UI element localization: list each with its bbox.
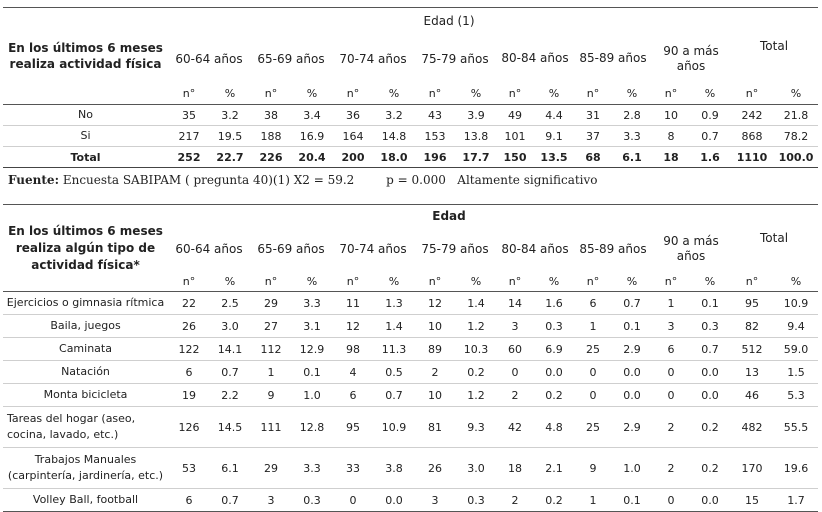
cell-percent: 1.3 [374, 292, 414, 315]
cell-percent: 19.5 [210, 126, 250, 147]
cell-count: 3 [250, 489, 292, 512]
source-note [8, 173, 598, 187]
table-row [3, 105, 818, 126]
cell-percent: 13.5 [534, 147, 574, 168]
table-row [3, 315, 818, 338]
col-percent-header: % [210, 84, 250, 105]
cell-count: 153 [414, 126, 456, 147]
col-count-header: n° [574, 272, 612, 292]
cell-count: 13 [730, 361, 774, 384]
cell-percent: 0.1 [612, 489, 652, 512]
cell-count: 26 [168, 315, 210, 338]
cell-percent: 19.6 [774, 448, 818, 489]
cell-count: 33 [332, 448, 374, 489]
age-group-title: Edad (1) [168, 8, 730, 34]
cell-count: 200 [332, 147, 374, 168]
cell-percent: 0.0 [690, 489, 730, 512]
cell-percent: 2.8 [612, 105, 652, 126]
col-percent-header: % [774, 84, 818, 105]
cell-percent: 3.1 [292, 315, 332, 338]
cell-count: 10 [414, 315, 456, 338]
cell-percent: 12.9 [292, 338, 332, 361]
col-age-70-74: 70-74 años [339, 51, 407, 66]
col-count-header: n° [168, 84, 210, 105]
cell-count: 60 [496, 338, 534, 361]
cell-percent: 1.6 [534, 292, 574, 315]
cell-count: 1 [250, 361, 292, 384]
p-value: p = 0.000 [386, 173, 446, 187]
cell-percent: 0.0 [612, 361, 652, 384]
cell-count: 10 [652, 105, 690, 126]
row-label: Volley Ball, football [3, 489, 168, 512]
cell-count: 43 [414, 105, 456, 126]
col-count-header: n° [414, 272, 456, 292]
cell-percent: 0.1 [292, 361, 332, 384]
cell-percent: 0.3 [534, 315, 574, 338]
col-percent-header: % [612, 84, 652, 105]
cell-percent: 1.2 [456, 384, 496, 407]
col-percent-header: % [774, 272, 818, 292]
col-count-header: n° [332, 272, 374, 292]
cell-count: 0 [574, 361, 612, 384]
cell-percent: 20.4 [292, 147, 332, 168]
cell-percent: 0.0 [534, 361, 574, 384]
table-row [3, 384, 818, 407]
cell-count: 2 [414, 361, 456, 384]
cell-percent: 0.1 [612, 315, 652, 338]
col-percent-header: % [210, 272, 250, 292]
col-percent-header: % [456, 272, 496, 292]
cell-percent: 3.2 [210, 105, 250, 126]
cell-percent: 0.0 [612, 384, 652, 407]
cell-percent: 3.8 [374, 448, 414, 489]
row-label: Si [3, 126, 168, 147]
cell-percent: 14.8 [374, 126, 414, 147]
row-header: En los últimos 6 meses realiza algún tipo de actividad física* [3, 205, 168, 292]
cell-count: 0 [652, 384, 690, 407]
cell-count: 217 [168, 126, 210, 147]
cell-count: 82 [730, 315, 774, 338]
col-count-header: n° [414, 84, 456, 105]
cell-percent: 0.7 [210, 489, 250, 512]
cell-percent: 2.1 [534, 448, 574, 489]
col-age-60-64: 60-64 años [175, 242, 243, 256]
col-age-90-plus: 90 a más años [663, 234, 719, 263]
cell-count: 4 [332, 361, 374, 384]
cell-percent: 55.5 [774, 407, 818, 448]
cell-count: 2 [652, 407, 690, 448]
cell-percent: 100.0 [774, 147, 818, 168]
cell-count: 19 [168, 384, 210, 407]
row-label: No [3, 105, 168, 126]
table-row [3, 338, 818, 361]
row-label: Monta bicicleta [3, 384, 168, 407]
cell-count: 164 [332, 126, 374, 147]
table-row [3, 407, 818, 448]
cell-percent: 3.0 [210, 315, 250, 338]
row-label: Natación [3, 361, 168, 384]
cell-count: 36 [332, 105, 374, 126]
table-row [3, 361, 818, 384]
row-header: En los últimos 6 meses realiza actividad física [3, 8, 168, 105]
table-row [3, 126, 818, 147]
cell-percent: 0.1 [690, 292, 730, 315]
col-percent-header: % [612, 272, 652, 292]
cell-percent: 2.9 [612, 338, 652, 361]
cell-percent: 0.2 [690, 407, 730, 448]
cell-percent: 14.1 [210, 338, 250, 361]
cell-percent: 6.1 [210, 448, 250, 489]
activity-type-table [3, 204, 818, 512]
cell-percent: 0.7 [210, 361, 250, 384]
cell-count: 11 [332, 292, 374, 315]
cell-percent: 14.5 [210, 407, 250, 448]
cell-count: 2 [496, 384, 534, 407]
cell-percent: 18.0 [374, 147, 414, 168]
cell-count: 22 [168, 292, 210, 315]
cell-count: 188 [250, 126, 292, 147]
cell-percent: 17.7 [456, 147, 496, 168]
cell-percent: 1.7 [774, 489, 818, 512]
col-age-65-69: 65-69 años [257, 242, 325, 256]
cell-count: 10 [414, 384, 456, 407]
cell-count: 29 [250, 448, 292, 489]
cell-percent: 3.2 [374, 105, 414, 126]
col-percent-header: % [534, 272, 574, 292]
cell-percent: 12.8 [292, 407, 332, 448]
cell-count: 112 [250, 338, 292, 361]
source-text: Encuesta SABIPAM ( pregunta 40)(1) X2 = 59.2 [62, 173, 355, 187]
cell-percent: 0.7 [374, 384, 414, 407]
cell-count: 0 [496, 361, 534, 384]
cell-count: 242 [730, 105, 774, 126]
cell-count: 26 [414, 448, 456, 489]
cell-count: 3 [652, 315, 690, 338]
cell-percent: 4.8 [534, 407, 574, 448]
cell-percent: 0.7 [612, 292, 652, 315]
cell-percent: 0.0 [690, 361, 730, 384]
cell-percent: 3.3 [292, 448, 332, 489]
cell-count: 2 [496, 489, 534, 512]
cell-count: 53 [168, 448, 210, 489]
cell-percent: 0.2 [534, 384, 574, 407]
cell-count: 38 [250, 105, 292, 126]
cell-percent: 10.9 [374, 407, 414, 448]
cell-count: 46 [730, 384, 774, 407]
cell-count: 15 [730, 489, 774, 512]
cell-percent: 22.7 [210, 147, 250, 168]
cell-count: 29 [250, 292, 292, 315]
cell-percent: 1.6 [690, 147, 730, 168]
row-label: Caminata [3, 338, 168, 361]
col-age-65-69: 65-69 años [257, 51, 325, 66]
col-percent-header: % [292, 272, 332, 292]
cell-percent: 0.9 [690, 105, 730, 126]
row-label: Ejercicios o gimnasia rítmica [3, 292, 168, 315]
col-count-header: n° [496, 272, 534, 292]
col-total: Total [730, 205, 818, 272]
col-percent-header: % [690, 84, 730, 105]
cell-count: 101 [496, 126, 534, 147]
cell-percent: 6.1 [612, 147, 652, 168]
cell-percent: 1.5 [774, 361, 818, 384]
cell-percent: 0.0 [374, 489, 414, 512]
col-age-90-plus: 90 a más años [663, 43, 719, 73]
cell-count: 95 [332, 407, 374, 448]
cell-count: 1 [652, 292, 690, 315]
cell-count: 8 [652, 126, 690, 147]
cell-count: 2 [652, 448, 690, 489]
cell-percent: 0.2 [690, 448, 730, 489]
col-age-70-74: 70-74 años [339, 242, 407, 256]
col-count-header: n° [652, 84, 690, 105]
cell-count: 49 [496, 105, 534, 126]
col-age-80-84: 80-84 años [501, 51, 569, 65]
cell-count: 35 [168, 105, 210, 126]
col-count-header: n° [652, 272, 690, 292]
cell-percent: 13.8 [456, 126, 496, 147]
col-count-header: n° [496, 84, 534, 105]
cell-percent: 0.5 [374, 361, 414, 384]
cell-count: 12 [332, 315, 374, 338]
cell-count: 27 [250, 315, 292, 338]
cell-count: 14 [496, 292, 534, 315]
table-row-total [3, 147, 818, 168]
cell-percent: 2.9 [612, 407, 652, 448]
row-label: Baila, juegos [3, 315, 168, 338]
cell-count: 6 [574, 292, 612, 315]
col-percent-header: % [374, 272, 414, 292]
cell-percent: 2.5 [210, 292, 250, 315]
cell-count: 1 [574, 315, 612, 338]
cell-percent: 1.4 [456, 292, 496, 315]
cell-count: 31 [574, 105, 612, 126]
cell-percent: 9.3 [456, 407, 496, 448]
cell-count: 9 [574, 448, 612, 489]
cell-percent: 0.3 [292, 489, 332, 512]
cell-percent: 59.0 [774, 338, 818, 361]
cell-count: 0 [652, 361, 690, 384]
row-label: Trabajos Manuales (carpintería, jardinería, etc.) [3, 448, 168, 489]
cell-count: 226 [250, 147, 292, 168]
col-count-header: n° [250, 84, 292, 105]
cell-percent: 2.2 [210, 384, 250, 407]
col-percent-header: % [456, 84, 496, 105]
cell-count: 3 [496, 315, 534, 338]
cell-count: 196 [414, 147, 456, 168]
cell-percent: 9.1 [534, 126, 574, 147]
cell-percent: 0.7 [690, 338, 730, 361]
col-age-75-79: 75-79 años [421, 242, 489, 256]
cell-count: 170 [730, 448, 774, 489]
cell-percent: 16.9 [292, 126, 332, 147]
cell-percent: 5.3 [774, 384, 818, 407]
col-count-header: n° [730, 272, 774, 292]
cell-count: 68 [574, 147, 612, 168]
cell-percent: 11.3 [374, 338, 414, 361]
cell-percent: 21.8 [774, 105, 818, 126]
col-count-header: n° [168, 272, 210, 292]
cell-count: 6 [652, 338, 690, 361]
cell-percent: 1.0 [612, 448, 652, 489]
cell-percent: 3.3 [612, 126, 652, 147]
source-label: Fuente: [8, 173, 59, 187]
cell-count: 150 [496, 147, 534, 168]
cell-count: 1110 [730, 147, 774, 168]
cell-count: 3 [414, 489, 456, 512]
cell-percent: 1.4 [374, 315, 414, 338]
table-row [3, 448, 818, 489]
cell-percent: 3.4 [292, 105, 332, 126]
cell-count: 18 [496, 448, 534, 489]
cell-count: 122 [168, 338, 210, 361]
col-age-80-84: 80-84 años [501, 241, 569, 256]
cell-count: 42 [496, 407, 534, 448]
cell-count: 0 [652, 489, 690, 512]
cell-percent: 6.9 [534, 338, 574, 361]
col-percent-header: % [534, 84, 574, 105]
cell-count: 252 [168, 147, 210, 168]
row-label: Total [3, 147, 168, 168]
cell-percent: 0.3 [456, 489, 496, 512]
cell-percent: 4.4 [534, 105, 574, 126]
cell-count: 6 [332, 384, 374, 407]
cell-count: 98 [332, 338, 374, 361]
cell-count: 512 [730, 338, 774, 361]
cell-percent: 10.3 [456, 338, 496, 361]
cell-percent: 0.0 [690, 384, 730, 407]
cell-percent: 3.9 [456, 105, 496, 126]
cell-percent: 1.2 [456, 315, 496, 338]
cell-count: 81 [414, 407, 456, 448]
cell-percent: 0.7 [690, 126, 730, 147]
col-count-header: n° [250, 272, 292, 292]
cell-count: 1 [574, 489, 612, 512]
col-count-header: n° [332, 84, 374, 105]
cell-count: 95 [730, 292, 774, 315]
cell-count: 126 [168, 407, 210, 448]
table-row [3, 292, 818, 315]
cell-count: 18 [652, 147, 690, 168]
cell-count: 6 [168, 361, 210, 384]
cell-count: 12 [414, 292, 456, 315]
cell-percent: 78.2 [774, 126, 818, 147]
cell-count: 25 [574, 407, 612, 448]
cell-count: 868 [730, 126, 774, 147]
significance: Altamente significativo [457, 173, 598, 187]
cell-count: 482 [730, 407, 774, 448]
cell-percent: 0.2 [456, 361, 496, 384]
cell-percent: 10.9 [774, 292, 818, 315]
cell-count: 9 [250, 384, 292, 407]
cell-count: 25 [574, 338, 612, 361]
col-age-60-64: 60-64 años [175, 51, 243, 66]
age-group-title: Edad [168, 205, 730, 227]
col-count-header: n° [730, 84, 774, 105]
col-percent-header: % [690, 272, 730, 292]
cell-count: 0 [574, 384, 612, 407]
cell-percent: 3.3 [292, 292, 332, 315]
col-total: Total [730, 8, 818, 84]
cell-percent: 3.0 [456, 448, 496, 489]
col-age-85-89: 85-89 años [579, 241, 647, 256]
col-age-75-79: 75-79 años [421, 51, 489, 66]
cell-count: 111 [250, 407, 292, 448]
col-count-header: n° [574, 84, 612, 105]
cell-count: 6 [168, 489, 210, 512]
cell-percent: 0.3 [690, 315, 730, 338]
activity-table [3, 7, 818, 168]
col-age-85-89: 85-89 años [579, 51, 647, 65]
cell-percent: 1.0 [292, 384, 332, 407]
cell-percent: 0.2 [534, 489, 574, 512]
cell-count: 89 [414, 338, 456, 361]
cell-percent: 9.4 [774, 315, 818, 338]
col-percent-header: % [374, 84, 414, 105]
cell-count: 0 [332, 489, 374, 512]
cell-count: 37 [574, 126, 612, 147]
table-row [3, 489, 818, 512]
col-percent-header: % [292, 84, 332, 105]
row-label: Tareas del hogar (aseo, cocina, lavado, etc.) [3, 407, 168, 448]
